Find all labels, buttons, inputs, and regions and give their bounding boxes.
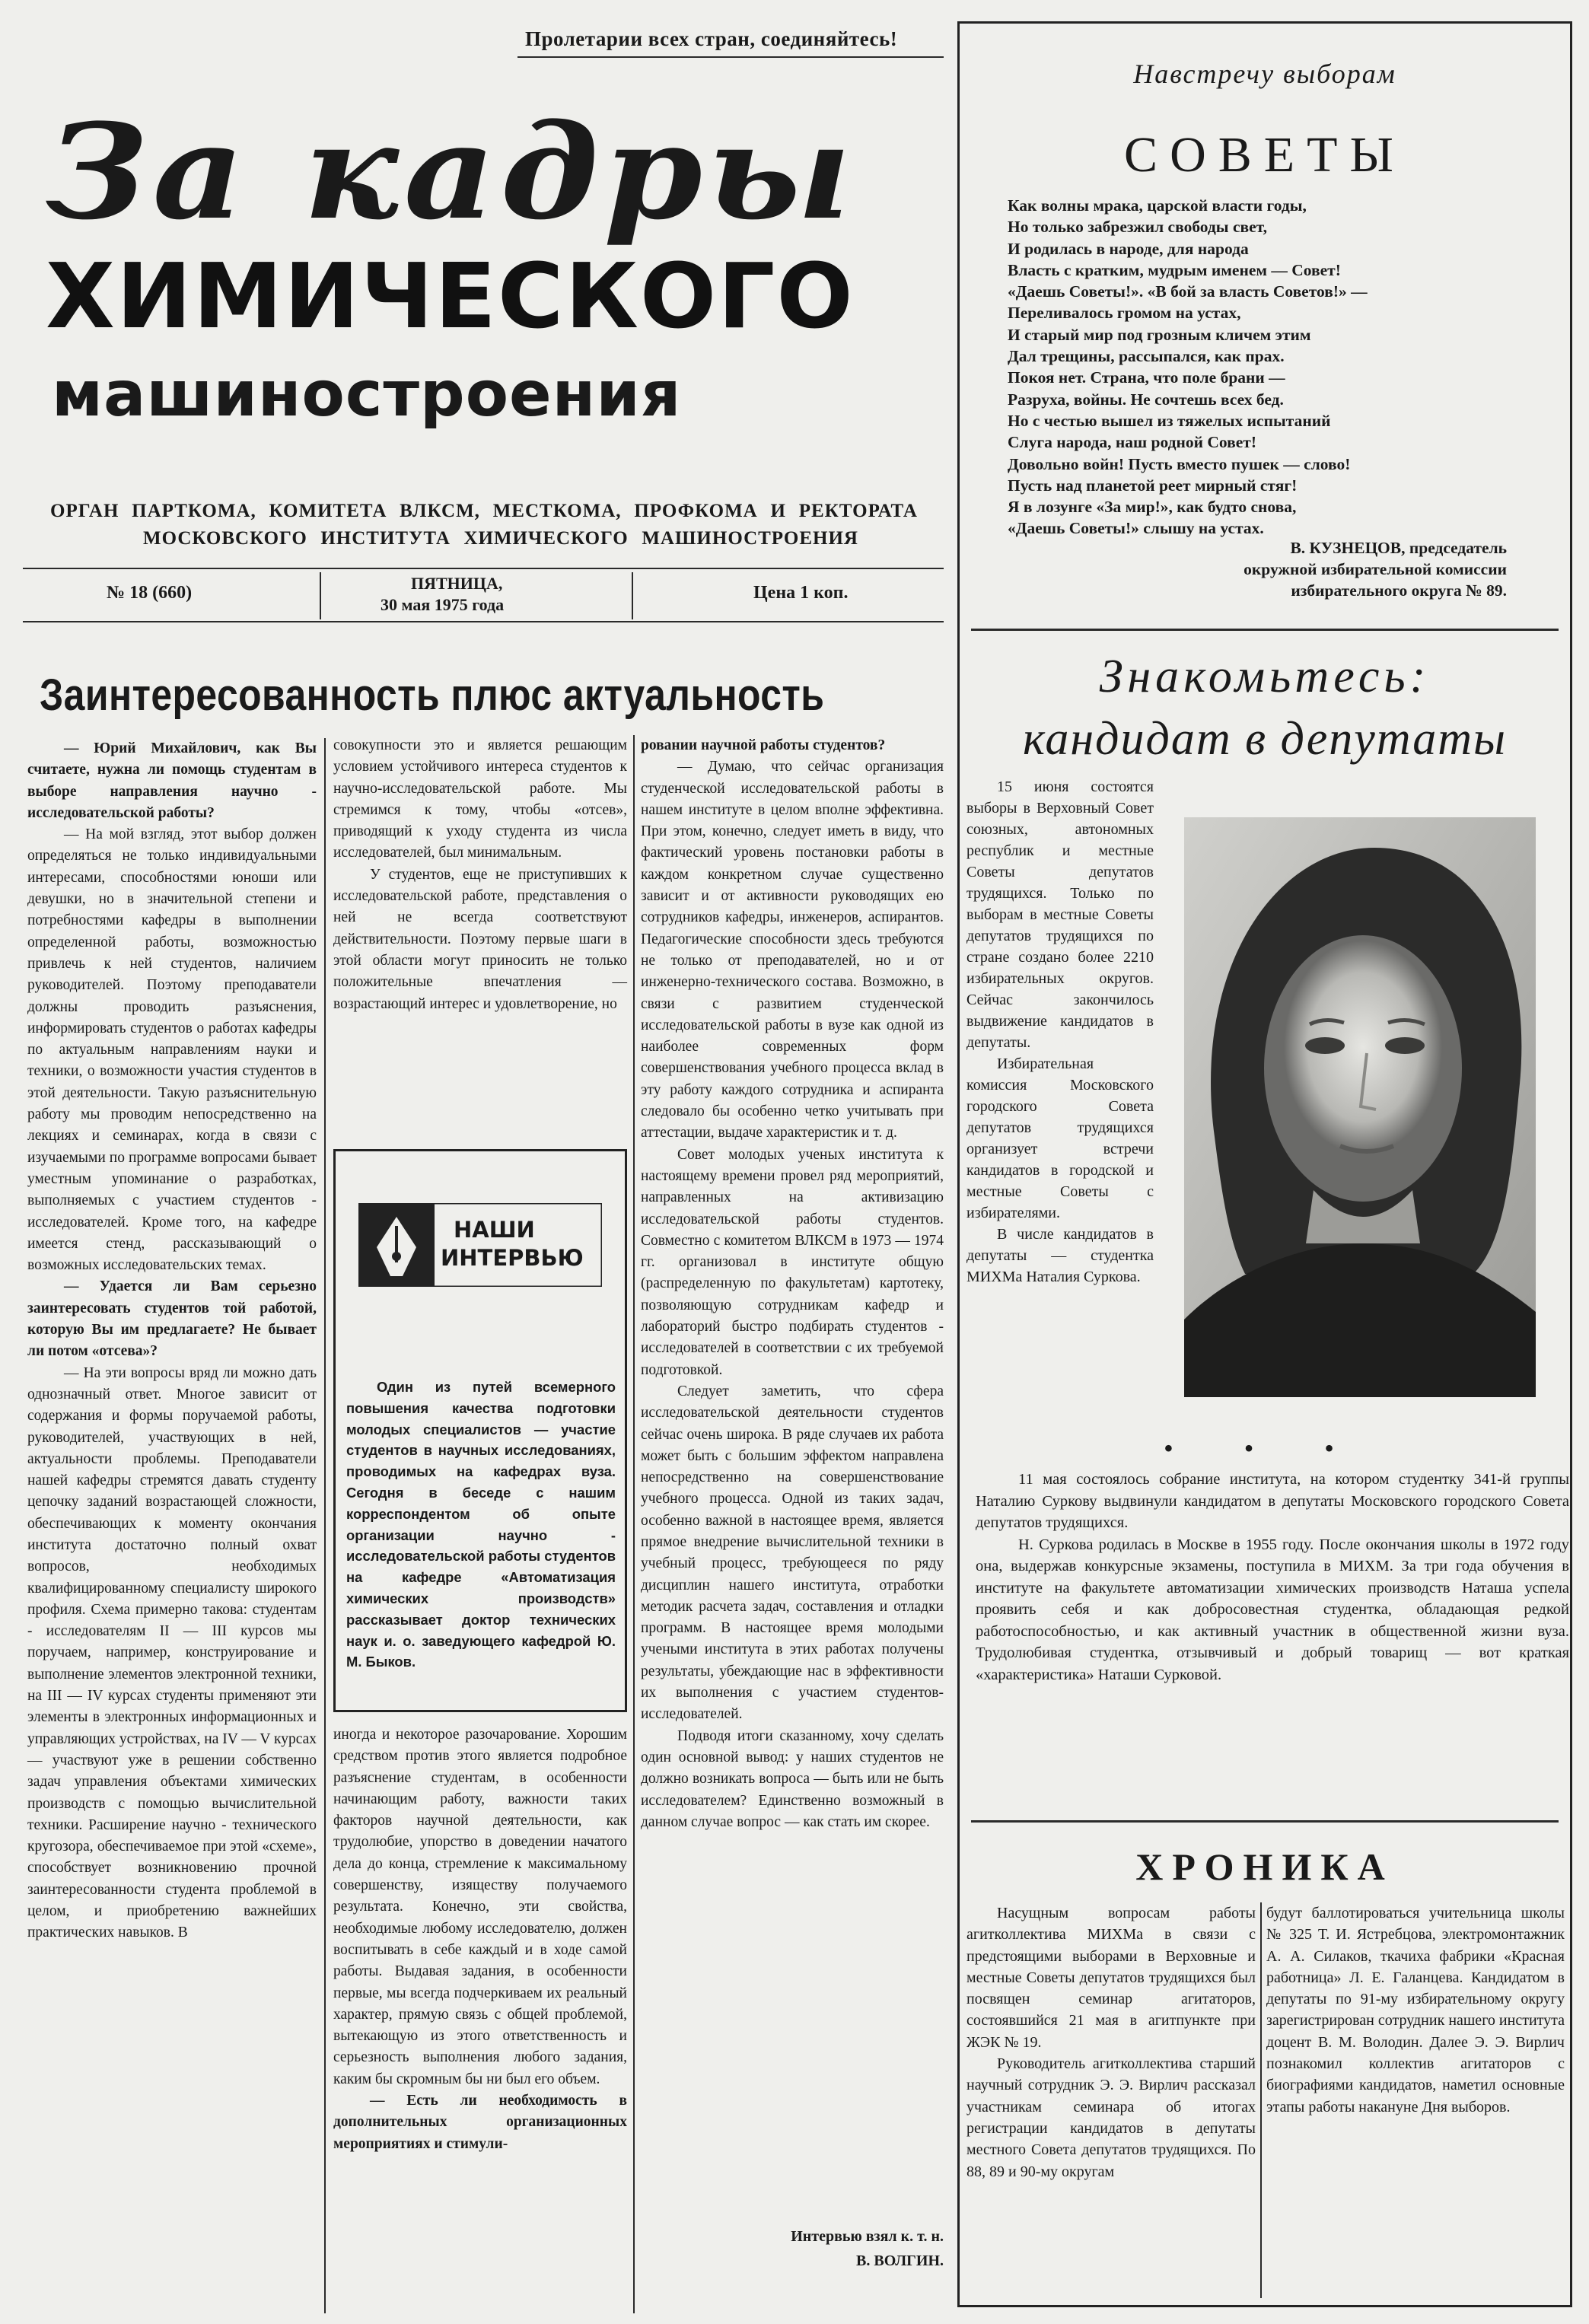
poem-author: В. КУЗНЕЦОВ, председатель [1290, 539, 1507, 557]
poem-line: Но только забрезжил свободы свет, [1008, 218, 1267, 237]
candidate-paragraph: Избирательная комиссия Московского городского Совета депутатов трудящихся организует встречи кандидатов в городской и местные Советы с избирателями. [966, 1055, 1154, 1221]
candidate-paragraph: В числе кандидатов в депутаты — студентка МИХМа Наталия Суркова. [966, 1226, 1154, 1285]
khronika-paragraph: будут баллотироваться учительница школы № 325 Т. И. Ястребцова, электромонтажник А. А. Силаков, ткачиха фабрики «Красная работница» Л. Е. Галанцева. Кандидатом в депутаты по 91-му избирательному округу зарегистрирован сотрудник нашего института доцент В. М. Володин. Далее Э. Э. Вирлич познакомил коллектив агитаторов с биографиями кандидатов, наметил основные этапы работы накануне Дня выборов. [1266, 1905, 1565, 2115]
interview-intro [346, 1377, 616, 1673]
candidate-heading-1: Знакомьтесь: [1099, 651, 1431, 702]
article-paragraph: У студентов, еще не приступивших к исследовательской работе, представления о ней не всегда соответствуют действительности. Поэтому первые шаги в этой области могут приносить не только положительные впечатления — возрастающий интерес и удовлетворение, но [333, 866, 627, 1012]
poem-line: Дал трещины, рассыпался, как прах. [1008, 347, 1285, 366]
newspaper-title-line3: машиностроения [52, 358, 682, 431]
poem-author-title: окружной избирательной комиссии [1243, 560, 1507, 578]
section-separator-dots: • • • [1164, 1433, 1366, 1463]
interview-question: — Юрий Михайлович, как Вы считаете, нужна ли помощь студентам в выборе направления научно - исследовательской работы? [27, 740, 317, 821]
poem-line: Разруха, войны. Не сочтешь всех бед. [1008, 390, 1284, 409]
candidate-paragraph: Н. Суркова родилась в Москве в 1955 году. После окончания школы в 1972 году она, выдержав конкурсные экзамены, поступила в МИХМ. За три года обучения в институте на факультете автоматизации химических производств Наташа успела проявить себя и как добросовестная студентка, обладающая редкой работоспособностью, и как активный участник в общественной жизни вуза. Трудолюбивая студентка, отзывчивый и добрый товарищ — вот краткая «характеристика» Наташи Сурковой. [976, 1536, 1569, 1683]
khronika-column-2 [1266, 1902, 1565, 2118]
poem-line: Как волны мрака, царской власти годы, [1008, 196, 1307, 215]
interview-question: ровании научной работы студентов? [641, 737, 886, 753]
khronika-title: ХРОНИКА [1135, 1845, 1394, 1888]
poem-line: И родилась в народе, для народа [1008, 239, 1249, 258]
newspaper-title-line2: ХИМИЧЕСКОГО [46, 244, 855, 349]
badge-label-line1: НАШИ [454, 1217, 535, 1243]
article-paragraph: совокупности это и является решающим условием устойчивого интереса студентов к научно-исследовательской работе. Мы стремимся к тому, чтобы «отсев», приводящий к уходу студента из числа исследователей, был минимальным. [333, 737, 627, 861]
badge-label-line2: ИНТЕРВЬЮ [441, 1245, 584, 1271]
article-paragraph: Следует заметить, что сфера исследовательской деятельности студентов сейчас очень широка. В ряде случаев их работа может быть с большим эффектом направлена непосредственно на совершенствование учебного процесса. Одной из таких задач, особенно важной в настоящее время, является прямое внедрение вычислительной техники в учебный процесс, требующееся по ряду дисциплин нашего института, отработки методик расчета задач, составления и отладки программ. В настоящее время молодыми учеными института в этих работах получены результаты, убеждающие нас в эффективности их выполнения с участием студентов-исследователей. [641, 1383, 944, 1723]
article-paragraph: Совет молодых ученых института к настоящему времени провел ряд мероприятий, направленных на активизацию исследовательской работы студентов. Совместно с комитетом ВЛКСМ в 1973 — 1974 гг. организовал в институте общую (распределенную по факультетам) картотеку, позволяющую сотрудникам кафедр и лабораторий быстро подбирать студентов - исследователей в соответствии с их требуемой подготовкой. [641, 1146, 944, 1378]
interview-box [333, 1149, 627, 1712]
interview-answer: — Думаю, что сейчас организация студенческой исследовательской работы в нашем институте в целом вполне эффективна. При этом, конечно, следует иметь в виду, что фактический уровень постановки работы в каждом конкретном случае существенно зависит и от активности руководящих ею сотрудников кафедры, инженеров, аспирантов. Педагогические способности здесь требуются не только от преподавателей, но и от инженерно-технического состава. Возможно, в связи с развитием студенческой исследовательской работы в вузе как одной из наиболее современных форм совершенствования учебного процесса вклад в эту работу каждого сотрудника и аспиранта следовало бы особенно четко учитывать при аттестации, выдаче характеристик и т. д. [641, 759, 944, 1141]
poem-line: Довольно войн! Пусть вместо пушек — слово! [1008, 454, 1351, 473]
poem-line: Переливалось громом на устах, [1008, 304, 1241, 323]
khronika-column-1 [966, 1902, 1256, 2182]
issue-weekday: ПЯТНИЦА, [411, 574, 503, 593]
article-paragraph: иногда и некоторое разочарование. Хорошим средством против этого является подробное разъяснение студентам, в особенности начинающим работу, важности таких факторов научной деятельности, как трудолюбие, упорство в доведении начатого дела до конца, стремление к максимальному совершенству, изяществу получаемого результата. Конечно, эти свойства, необходимые любому исследователю, должен воспитывать в себе каждый и в ходе самой работы. Выдавая задания, в особенности первые, мы всегда подчеркиваем их реальный характер, прямую связь с общей проблемой, вытекающую из этого ответственность и серьезность выполнения любого задания, каким бы скромным бы ни был его объем. [333, 1727, 627, 2087]
article-paragraph: Подводя итоги сказанному, хочу сделать один основной вывод: у наших студентов не должно возникать вопроса — быть или не быть исследователем? Единственно возможный в данном случае вопрос — как стать им скорее. [641, 1727, 944, 1830]
khronika-paragraph: Руководитель агитколлектива старший научный сотрудник Э. Э. Вирлич рассказал участникам семинара об итогах регистрации кандидатов в депутаты местного Совета депутатов трудящихся. По 88, 89 и 90-му округам [966, 2055, 1256, 2180]
publisher-line1: ОРГАН ПАРТКОМА, КОМИТЕТА ВЛКСМ, МЕСТКОМА, ПРОФКОМА И РЕКТОРАТА [50, 501, 918, 521]
khronika-paragraph: Насущным вопросам работы агитколлектива МИХМа в связи с предстоящими выборами в Верховные и местные Советы депутатов трудящихся был посвящен семинар агитаторов, состоявшийся 21 мая в агитпункте при ЖЭК № 19. [966, 1905, 1256, 2051]
interview-question: — Удается ли Вам серьезно заинтересовать студентов той работой, которую Вы им предлагаете? Не бывает ли потом «отсева»? [27, 1278, 317, 1360]
article-column-3 [641, 735, 944, 1833]
party-slogan: Пролетарии всех стран, соединяйтесь! [525, 27, 898, 50]
poem-line: Я в лозунге «За мир!», как будто снова, [1008, 498, 1297, 517]
candidate-body [976, 1469, 1569, 1686]
poem-line: Слуга народа, наш родной Совет! [1008, 433, 1256, 452]
poem-line: И старый мир под грозным кличем этим [1008, 325, 1311, 344]
poem [1008, 195, 1495, 540]
poem-line: Покоя нет. Страна, что поле брани — [1008, 368, 1285, 387]
interview-intro-text: Один из путей всемерного повышения качества подготовки молодых специалистов — участие студентов в научных исследованиях, проводимых на кафедрах вуза. Сегодня в беседе с нашим корреспондентом об опыте организации научно - исследовательской работы студентов на кафедре «Автоматизация химических производств» рассказывает доктор технических наук и. о. заведующего кафедрой Ю. М. Быков. [346, 1379, 616, 1670]
sovety-title: СОВЕТЫ [1124, 127, 1406, 183]
interview-answer: — На мой взгляд, этот выбор должен определяться не только индивидуальными интересами, способностями юноши или девушки, но в значительной степени и потребностями кафедры в выполнении определенной работы, возможностью привлечь к ней студентов, наличием руководителей. Поэтому преподаватели должны проводить разъяснения, информировать студентов о работах кафедры по актуальным направлениям науки и техники, о возможности участия студентов в этой деятельности. Такую разъяснительную работу мы проводим непосредственно на лекциях и семинарах, когда в связи с изучаемыми по программе вопросами бывает уместным упоминание о разработках, выполняемых с участием студентов - исследователей. Кроме того, на кафедре имеется стенд, рассказывающий о возможных исследовательских темах. [27, 826, 317, 1274]
candidate-photo [1184, 817, 1536, 1397]
issue-info-row [23, 568, 944, 622]
poem-line: «Даешь Советы!». «В бой за власть Советов!» — [1008, 282, 1368, 301]
issue-price: Цена 1 коп. [753, 583, 849, 603]
poem-line: Власть с кратким, мудрым именем — Совет! [1008, 260, 1341, 279]
candidate-heading-2: кандидат в депутаты [1022, 713, 1508, 765]
candidate-paragraph: 11 мая состоялось собрание института, на котором студентку 341-й группы Наталию Суркову выдвинули кандидатом в депутаты Московского городского Совета депутатов трудящихся. [976, 1471, 1569, 1531]
article-column-2-bottom [333, 1724, 627, 2155]
interview-answer: — На эти вопросы вряд ли можно дать однозначный ответ. Многое зависит от содержания и формы поручаемой работы, руководителей, участвующих в ней, актуальности проблемы. Преподаватели нашей кафедры стремятся давать студенту цепочку заданий возрастающей сложности, обеспечивающих к моменту окончания института достаточно полный охват вопросов, необходимых квалифицированному специалисту широкого профиля. Схема примерно такова: студентам - исследователям II — III курсов мы поручаем, например, конструирование и выполнение элементов электронной техники, на III — IV курсах студенты применяют эти элементы в электронных информационных и управляющих устройствах, на IV — V курсах — участвуют уже в решении собственно задач управления объектами химических производств с помощью вычислительной техники. Расширение научно - технического кругозора, обеспечиваемое при этой «схеме», способствует возникновению прочной заинтересованности студента проблемой в целом, и приобретению важнейших практических навыков. В [27, 1364, 317, 1941]
issue-date: 30 мая 1975 года [381, 595, 505, 614]
article-column-1 [27, 738, 317, 1944]
candidate-side-text [966, 776, 1154, 1288]
sovety-kicker: Навстречу выборам [1133, 59, 1396, 89]
poem-line: «Даешь Советы!» слышу на устах. [1008, 519, 1264, 538]
article-column-2-top [333, 735, 627, 1015]
article-headline: Заинтересованность плюс актуальность [40, 670, 825, 720]
interview-question: — Есть ли необходимость в дополнительных организационных мероприятиях и стимули- [333, 2093, 627, 2152]
interviewer-credit: Интервью взял к. т. н. [791, 2228, 944, 2245]
interviewer-name: В. ВОЛГИН. [856, 2252, 944, 2269]
poem-line: Пусть над планетой реет мирный стяг! [1008, 476, 1298, 495]
candidate-paragraph: 15 июня состоятся выборы в Верховный Совет союзных, автономных республик и местные Советы депутатов трудящихся. Только по выборам в местные Советы депутатов трудящихся по стране создано более 2210 избирательных округов. Сейчас закончилось выдвижение кандидатов в депутаты. [966, 778, 1154, 1051]
poem-line: Но с честью вышел из тяжелых испытаний [1008, 411, 1331, 430]
poem-author-district: избирательного округа № 89. [1291, 581, 1507, 600]
publisher-line2: МОСКОВСКОГО ИНСТИТУТА ХИМИЧЕСКОГО МАШИНОСТРОЕНИЯ [143, 528, 858, 549]
issue-number: № 18 (660) [107, 583, 193, 603]
newspaper-title-line1: За кадры [46, 94, 856, 249]
